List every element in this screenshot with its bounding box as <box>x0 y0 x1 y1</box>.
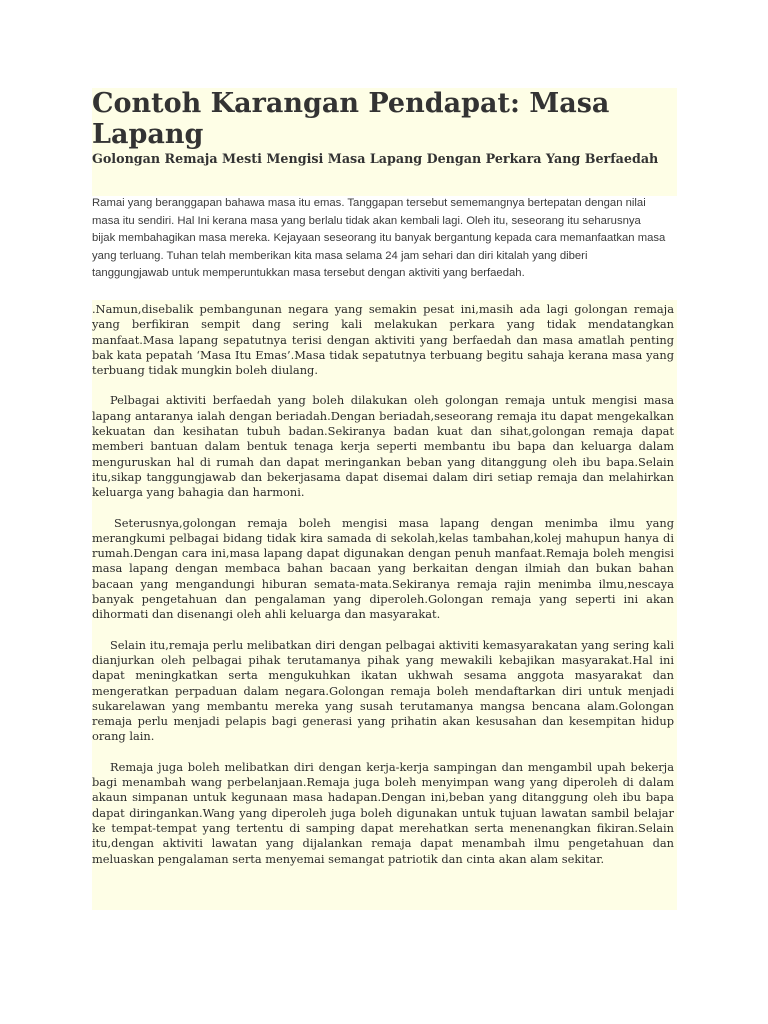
article-container <box>92 88 677 910</box>
article-body <box>92 302 674 882</box>
body-paragraph-2: Pelbagai aktiviti berfaedah yang boleh dilakukan oleh golongan remaja untuk mengisi masa lapang antaranya ialah dengan beriadah.Dengan beriadah,seseorang remaja itu dapat mengekalkan kekuatan dan kesihatan tubuh badan.Sekiranya badan kuat dan sihat,golongan remaja dapat memberi bantuan dalam bentuk tenaga kerja seperti membantu ibu bapa dan keluarga dalam menguruskan hal di rumah dan dapat meringankan beban yang ditanggung oleh ibu bapa.Selain itu,sikap tanggungjawab dan bekerjasama dapat disemai dalam diri setiap remaja dan melahirkan keluarga yang bahagia dan harmoni. <box>92 393 674 500</box>
body-paragraph-1: .Namun,disebalik pembangunan negara yang semakin pesat ini,masih ada lagi golongan remaja yang berfikiran sempit dang sering kali melakukan perkara yang tidak mendatangkan manfaat.Masa lapang sepatutnya terisi dengan aktiviti yang berfaedah dan masa amatlah penting bak kata pepatah ‘Masa Itu Emas’.Masa tidak sepatutnya terbuang begitu sahaja kerana masa yang terbuang tidak mungkin boleh diulang. <box>92 302 674 378</box>
article-title: Contoh Karangan Pendapat: Masa Lapang <box>92 88 610 150</box>
body-paragraph-4: Selain itu,remaja perlu melibatkan diri dengan pelbagai aktiviti kemasyarakatan yang sering kali dianjurkan oleh pelbagai pihak terutamanya pihak yang mewakili kebajikan masyarakat.Hal ini dapat meningkatkan serta mengukuhkan ikatan ukhwah sesama anggota masyarakat dan mengeratkan perpaduan dalam negara.Golongan remaja boleh mendaftarkan diri untuk menjadi sukarelawan yang membantu mereka yang susah terutamanya mangsa bencana alam.Golongan remaja perlu menjadi pelapis bagi generasi yang prihatin akan kesusahan dan kesempitan hidup orang lain. <box>92 637 674 744</box>
article-subtitle: Golongan Remaja Mesti Mengisi Masa Lapang Dengan Perkara Yang Berfaedah <box>92 151 659 166</box>
intro-paragraph: Ramai yang beranggapan bahawa masa itu emas. Tanggapan tersebut sememangnya bertepatan dengan nilai masa itu sendiri. Hal Ini kerana masa yang berlalu tidak akan kembali lagi. Oleh itu, seseorang itu seharusnya bijak membahagikan masa mereka. Kejayaan seseorang itu banyak bergantung kepada cara memanfaatkan masa yang terluang. Tuhan telah memberikan kita masa selama 24 jam sehari dan diri kitalah yang diberi tanggungjawab untuk memperuntukkan masa tersebut dengan aktiviti yang berfaedah. <box>92 197 666 280</box>
body-paragraph-5: Remaja juga boleh melibatkan diri dengan kerja-kerja sampingan dan mengambil upah bekerja bagi menambah wang perbelanjaan.Remaja juga boleh menyimpan wang yang diperoleh di dalam akaun simpanan untuk kegunaan masa hadapan.Dengan ini,beban yang ditanggung oleh ibu bapa dapat diringankan.Wang yang diperoleh juga boleh digunakan untuk tujuan lawatan sambil belajar ke tempat-tempat yang tertentu di samping dapat merehatkan serta menenangkan fikiran.Selain itu,dengan aktiviti lawatan yang dijalankan remaja dapat menambah ilmu pengetahuan dan meluaskan pengalaman serta menyemai semangat patriotik dan cinta akan alam sekitar. <box>92 759 674 866</box>
body-paragraph-3: Seterusnya,golongan remaja boleh mengisi masa lapang dengan menimba ilmu yang merangkumi pelbagai bidang tidak kira samada di sekolah,kelas tambahan,kolej mahupun hanya di rumah.Dengan cara ini,masa lapang dapat digunakan dengan penuh manfaat.Remaja boleh mengisi masa lapang dengan membaca bahan bacaan yang berkaitan dengan ilmiah dan bukan bahan bacaan yang mengandungi hiburan semata-mata.Sekiranya remaja rajin menimba ilmu,nescaya banyak pengetahuan dan pengalaman yang diperoleh.Golongan remaja yang seperti ini akan dihormati dan disenangi oleh ahli keluarga dan masyarakat. <box>92 515 674 622</box>
